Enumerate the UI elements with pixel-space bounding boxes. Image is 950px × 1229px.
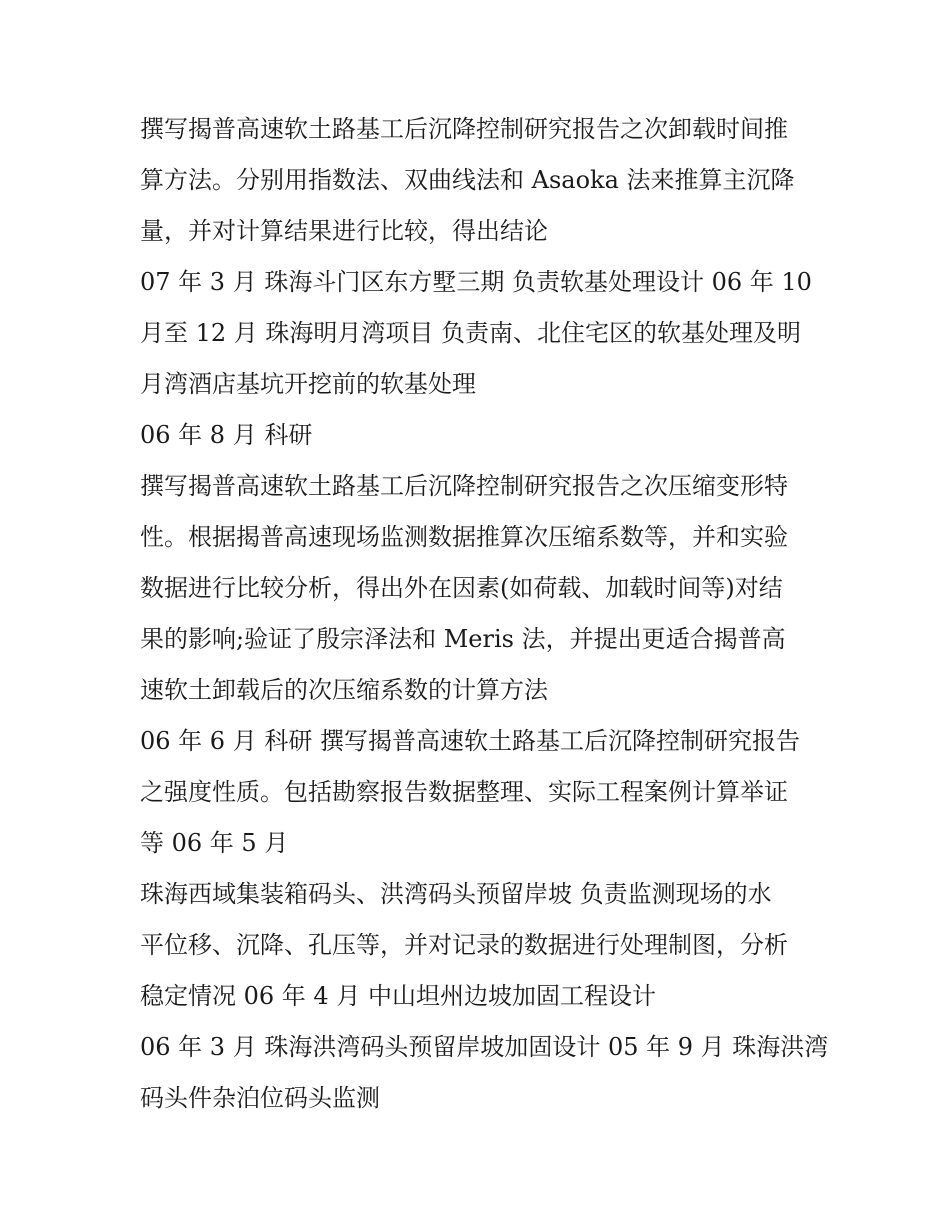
text-line: 果的影响;验证了殷宗泽法和 Meris 法，并提出更适合揭普高	[140, 625, 786, 653]
text-line: 平位移、沉降、孔压等，并对记录的数据进行处理制图，分析	[140, 931, 788, 959]
text-line: 性。根据揭普高速现场监测数据推算次压缩系数等，并和实验	[140, 523, 788, 551]
text-line: 量，并对计算结果进行比较，得出结论	[140, 217, 548, 245]
text-line: 撰写揭普高速软土路基工后沉降控制研究报告之次卸载时间推	[140, 115, 788, 143]
text-line: 月至 12 月 珠海明月湾项目 负责南、北住宅区的软基处理及明	[140, 319, 802, 347]
text-line: 等 06 年 5 月	[140, 829, 289, 857]
text-line: 稳定情况 06 年 4 月 中山坦州边坡加固工程设计	[140, 982, 656, 1010]
text-line: 算方法。分别用指数法、双曲线法和 Asaoka 法来推算主沉降	[140, 166, 795, 194]
text-line: 之强度性质。包括勘察报告数据整理、实际工程案例计算举证	[140, 778, 788, 806]
text-line: 06 年 8 月 科研	[140, 421, 313, 449]
text-line: 码头件杂泊位码头监测	[140, 1084, 380, 1112]
text-line: 速软土卸载后的次压缩系数的计算方法	[140, 676, 548, 704]
document-body	[140, 104, 829, 1124]
text-line: 数据进行比较分析，得出外在因素(如荷载、加载时间等)对结	[140, 574, 783, 602]
text-line: 07 年 3 月 珠海斗门区东方墅三期 负责软基处理设计 06 年 10	[140, 268, 812, 296]
text-line: 月湾酒店基坑开挖前的软基处理	[140, 370, 476, 398]
text-line: 撰写揭普高速软土路基工后沉降控制研究报告之次压缩变形特	[140, 472, 788, 500]
text-line: 06 年 6 月 科研 撰写揭普高速软土路基工后沉降控制研究报告	[140, 727, 800, 755]
text-line: 06 年 3 月 珠海洪湾码头预留岸坡加固设计 05 年 9 月 珠海洪湾	[140, 1033, 829, 1061]
text-line: 珠海西域集装箱码头、洪湾码头预留岸坡 负责监测现场的水	[140, 880, 772, 908]
